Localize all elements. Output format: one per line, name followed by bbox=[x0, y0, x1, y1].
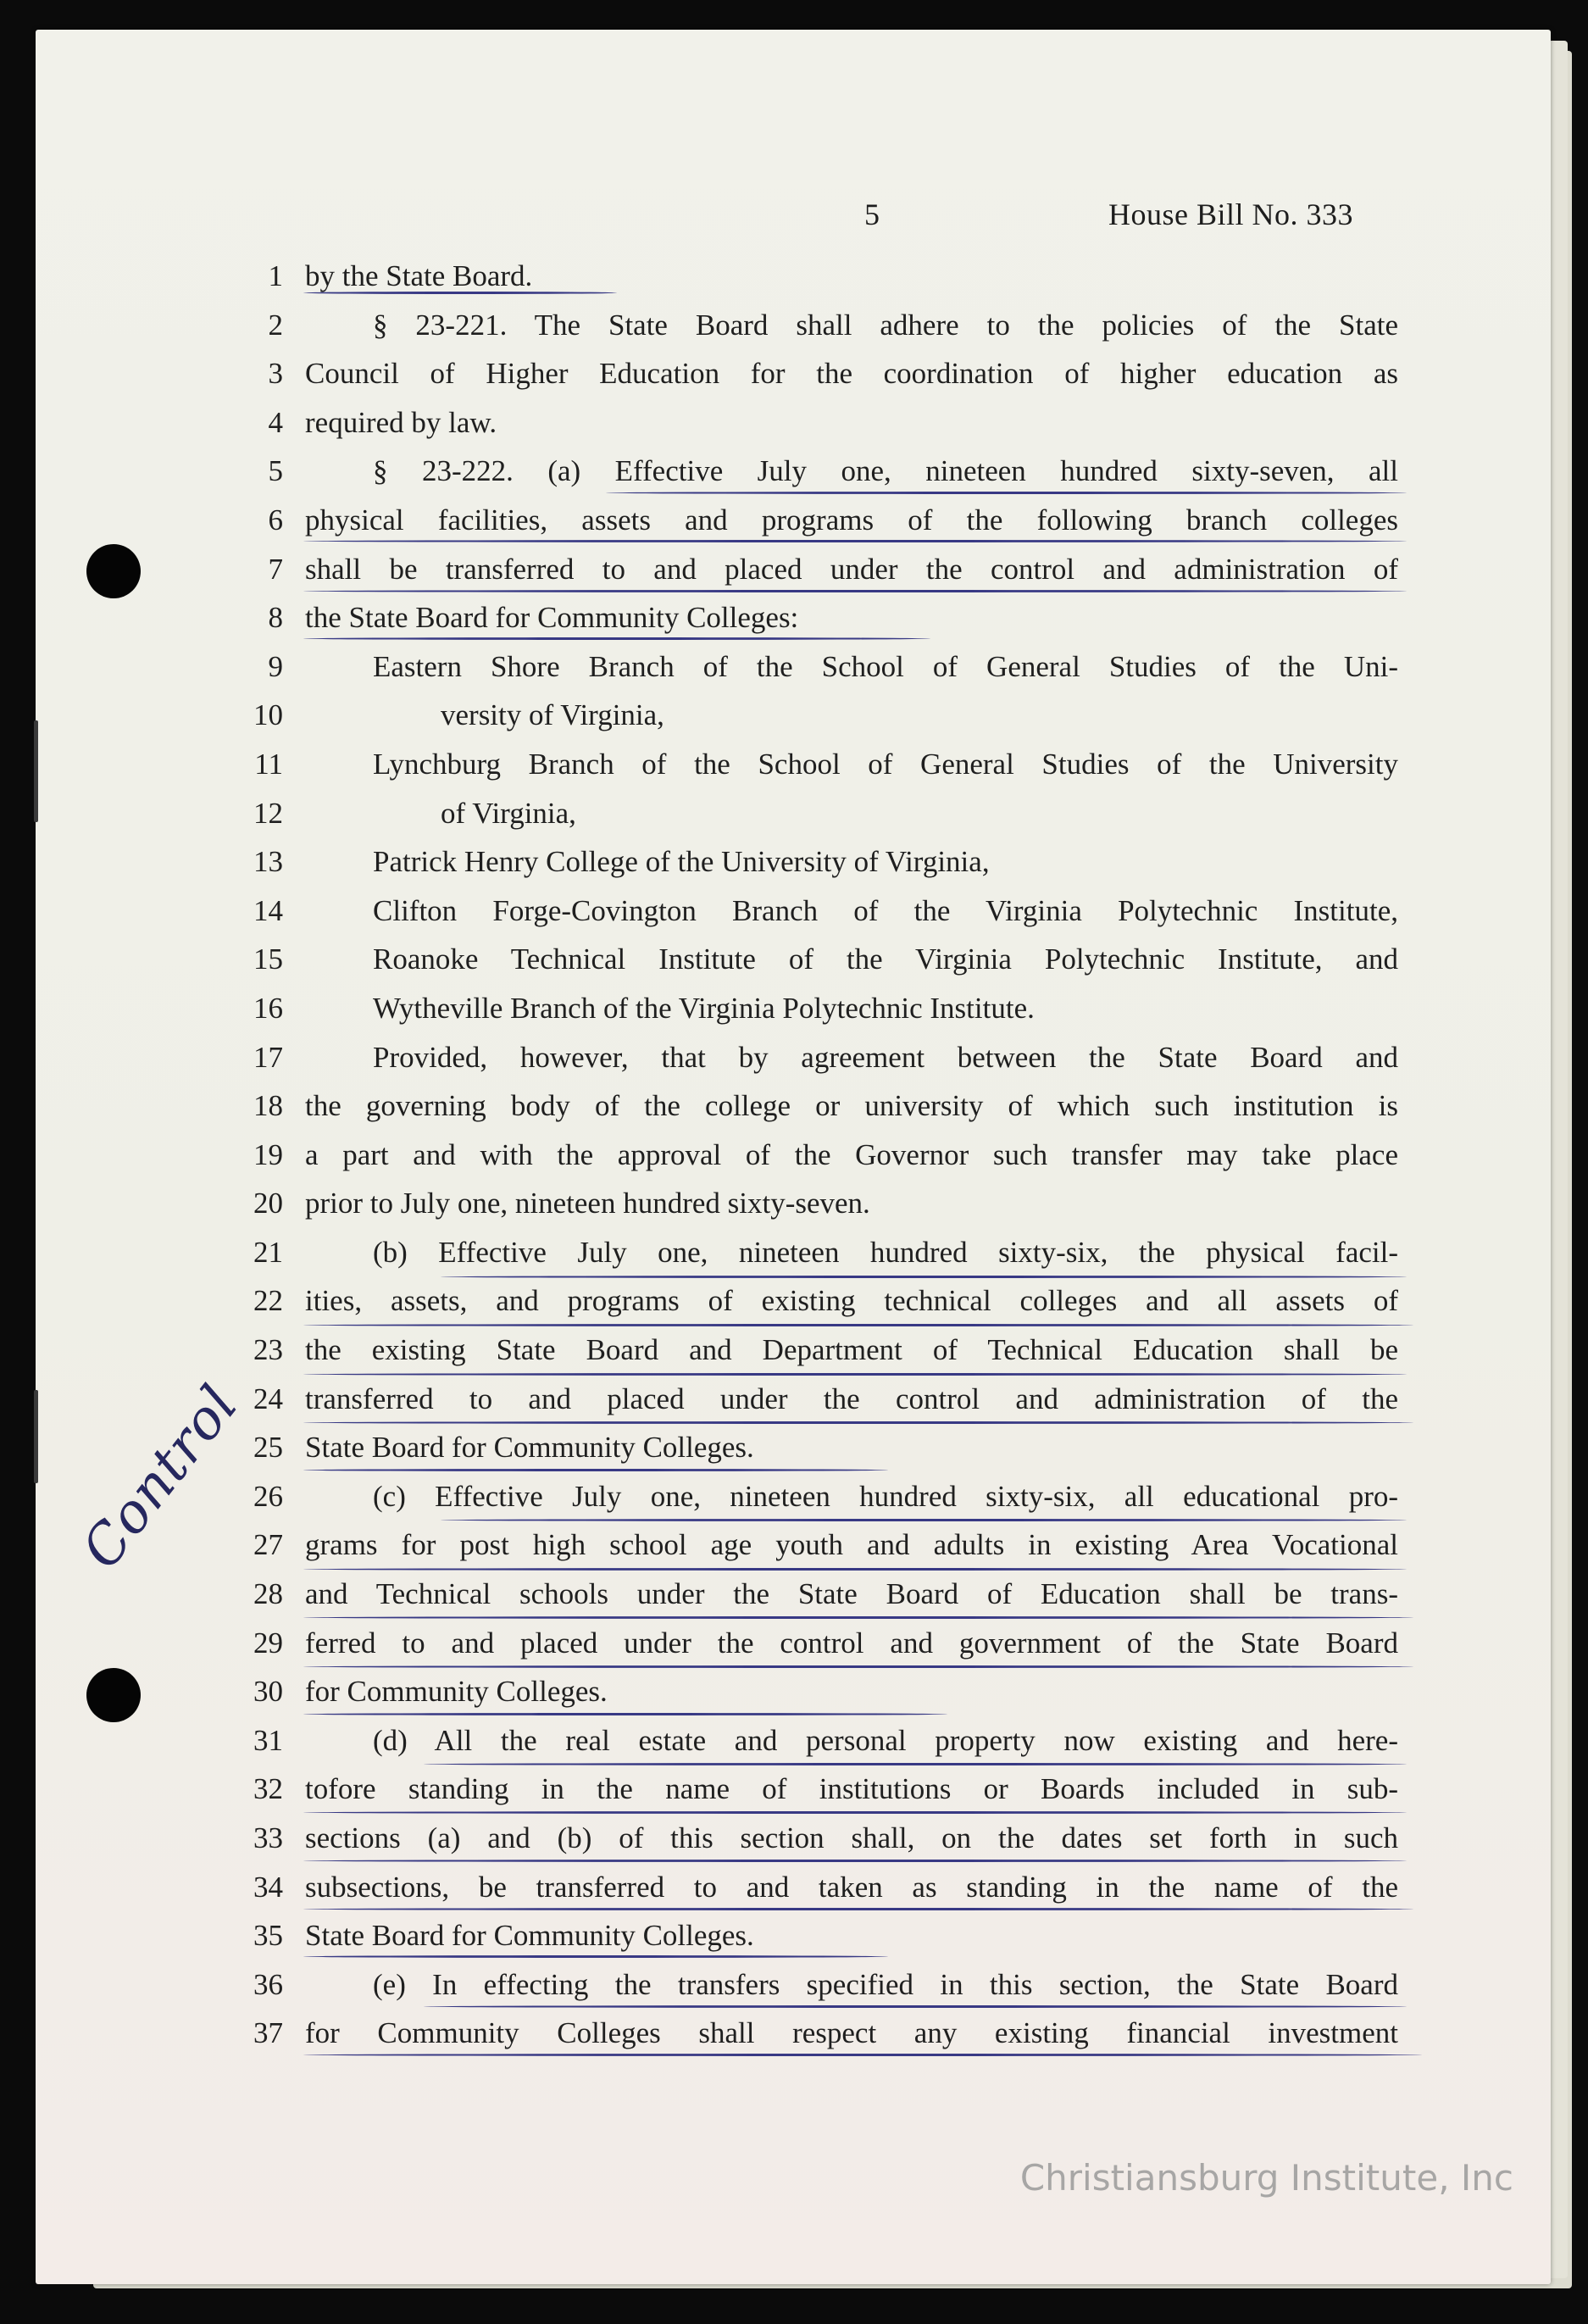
text-line bbox=[0, 1717, 1588, 1766]
ink-underline bbox=[303, 1665, 1413, 1668]
text-line bbox=[0, 350, 1588, 399]
ink-underline bbox=[441, 1519, 1407, 1521]
line-text: § 23-222. (a) Effective July one, nineteen hundred sixty-seven, all bbox=[373, 454, 1398, 488]
line-text: the existing State Board and Department of Technical Education shall be bbox=[305, 1333, 1398, 1367]
ink-underline bbox=[303, 1373, 1407, 1376]
line-number: 23 bbox=[253, 1333, 283, 1367]
line-number: 30 bbox=[253, 1675, 283, 1709]
text-line bbox=[0, 497, 1588, 546]
line-text: Roanoke Technical Institute of the Virginia Polytechnic Institute, and bbox=[373, 942, 1398, 976]
line-text: (e) In effecting the transfers specified in this section, the State Board bbox=[373, 1967, 1398, 2001]
text-line bbox=[0, 838, 1588, 887]
line-text: (d) All the real estate and personal property now existing and here- bbox=[373, 1723, 1398, 1757]
line-number: 18 bbox=[253, 1089, 283, 1123]
text-line bbox=[0, 985, 1588, 1034]
line-text: the State Board for Community Colleges: bbox=[305, 601, 799, 635]
line-text: the governing body of the college or university of which such institution is bbox=[305, 1089, 1398, 1123]
line-text: Lynchburg Branch of the School of General Studies of the University bbox=[373, 747, 1398, 781]
text-line bbox=[0, 1473, 1588, 1522]
line-number: 26 bbox=[253, 1479, 283, 1513]
handwritten-margin-note: Control bbox=[69, 1374, 251, 1581]
text-line bbox=[0, 1961, 1588, 2010]
line-text: ferred to and placed under the control and government of the State Board bbox=[305, 1626, 1398, 1660]
text-line bbox=[0, 1765, 1588, 1815]
ink-underline bbox=[303, 637, 930, 640]
line-text: State Board for Community Colleges. bbox=[305, 1431, 754, 1465]
ink-underline bbox=[424, 2005, 1407, 2008]
ink-underline bbox=[303, 1908, 1413, 1910]
line-number: 15 bbox=[253, 942, 283, 976]
ink-underline bbox=[303, 1955, 888, 1958]
line-number: 17 bbox=[253, 1040, 283, 1074]
line-number: 11 bbox=[254, 747, 283, 781]
line-text: a part and with the approval of the Governor such transfer may take place bbox=[305, 1137, 1398, 1171]
line-text: and Technical schools under the State Board of Education shall be trans- bbox=[305, 1577, 1398, 1611]
text-line bbox=[0, 790, 1588, 839]
line-text: Clifton Forge-Covington Branch of the Virginia Polytechnic Institute, bbox=[373, 893, 1398, 927]
text-line bbox=[0, 448, 1588, 497]
line-text: transferred to and placed under the control and administration of the bbox=[305, 1382, 1398, 1415]
line-number: 3 bbox=[268, 357, 283, 391]
line-text: subsections, be transferred to and taken as standing in the name of the bbox=[305, 1870, 1398, 1904]
watermark: Christiansburg Institute, Inc bbox=[1019, 2157, 1513, 2199]
line-number: 34 bbox=[253, 1870, 283, 1904]
text-line bbox=[0, 692, 1588, 741]
text-line bbox=[0, 302, 1588, 351]
text-line bbox=[0, 253, 1588, 302]
line-number: 35 bbox=[253, 1919, 283, 1953]
ink-underline bbox=[303, 292, 617, 294]
line-text: Provided, however, that by agreement between the State Board and bbox=[373, 1040, 1398, 1074]
line-text: shall be transferred to and placed under the control and administration of bbox=[305, 552, 1398, 586]
line-text: ities, assets, and programs of existing technical colleges and all assets of bbox=[305, 1284, 1398, 1318]
text-line bbox=[0, 643, 1588, 692]
ink-underline bbox=[424, 1763, 1407, 1765]
line-text: § 23-221. The State Board shall adhere to the policies of the State bbox=[373, 308, 1398, 342]
line-number: 21 bbox=[253, 1235, 283, 1269]
text-line bbox=[0, 1864, 1588, 1913]
line-text: sections (a) and (b) of this section shall, on the dates set forth in such bbox=[305, 1821, 1398, 1854]
text-line bbox=[0, 1180, 1588, 1229]
text-line bbox=[0, 399, 1588, 448]
ink-underline bbox=[303, 1713, 947, 1715]
text-line bbox=[0, 1326, 1588, 1376]
text-line bbox=[0, 1521, 1588, 1571]
ink-underline bbox=[303, 2054, 1422, 2056]
line-number: 14 bbox=[253, 893, 283, 927]
line-text: Council of Higher Education for the coordination of higher education as bbox=[305, 357, 1398, 391]
text-line bbox=[0, 1815, 1588, 1864]
line-number: 32 bbox=[253, 1772, 283, 1806]
line-number: 31 bbox=[253, 1723, 283, 1757]
ink-underline bbox=[303, 1811, 1407, 1814]
text-line bbox=[0, 741, 1588, 790]
text-line bbox=[0, 1424, 1588, 1473]
line-number: 1 bbox=[268, 259, 283, 292]
line-text: of Virginia, bbox=[441, 796, 576, 830]
line-text: grams for post high school age youth and adults in existing Area Vocational bbox=[305, 1528, 1398, 1562]
text-line bbox=[0, 2010, 1588, 2059]
text-line bbox=[0, 1277, 1588, 1326]
ink-underline bbox=[303, 1860, 1407, 1862]
ink-underline bbox=[303, 590, 1407, 592]
ink-underline bbox=[303, 1469, 888, 1471]
line-text: prior to July one, nineteen hundred sixty-seven. bbox=[305, 1187, 870, 1220]
line-number: 12 bbox=[253, 796, 283, 830]
text-line bbox=[0, 1912, 1588, 1961]
line-number: 7 bbox=[268, 552, 283, 586]
line-number: 6 bbox=[268, 503, 283, 537]
line-number: 20 bbox=[253, 1187, 283, 1220]
text-line bbox=[0, 594, 1588, 643]
line-text: for Community Colleges. bbox=[305, 1675, 608, 1709]
text-line bbox=[0, 936, 1588, 985]
line-number: 37 bbox=[253, 2016, 283, 2050]
line-number: 4 bbox=[268, 405, 283, 439]
line-number: 16 bbox=[253, 991, 283, 1025]
text-line bbox=[0, 1229, 1588, 1278]
text-line bbox=[0, 1034, 1588, 1083]
text-line bbox=[0, 1131, 1588, 1181]
line-text: required by law. bbox=[305, 405, 497, 439]
ink-underline bbox=[303, 540, 1407, 542]
text-line bbox=[0, 1668, 1588, 1717]
ink-underline bbox=[606, 492, 1407, 494]
line-text: (b) Effective July one, nineteen hundred sixty-six, the physical facil- bbox=[373, 1235, 1398, 1269]
line-number: 24 bbox=[253, 1382, 283, 1415]
line-text: (c) Effective July one, nineteen hundred sixty-six, all educational pro- bbox=[373, 1479, 1398, 1513]
text-line bbox=[0, 546, 1588, 595]
line-number: 33 bbox=[253, 1821, 283, 1854]
line-text: Eastern Shore Branch of the School of General Studies of the Uni- bbox=[373, 649, 1398, 683]
text-line bbox=[0, 1082, 1588, 1131]
line-number: 9 bbox=[268, 649, 283, 683]
line-text: Patrick Henry College of the University of Virginia, bbox=[373, 845, 990, 879]
line-number: 13 bbox=[253, 845, 283, 879]
text-line bbox=[0, 1571, 1588, 1620]
ink-underline bbox=[303, 1421, 1413, 1424]
bill-title: House Bill No. 333 bbox=[1108, 197, 1354, 231]
line-number: 27 bbox=[253, 1528, 283, 1562]
ink-underline bbox=[303, 1568, 1407, 1571]
line-number: 10 bbox=[253, 698, 283, 732]
line-text: versity of Virginia, bbox=[441, 698, 664, 732]
text-line bbox=[0, 887, 1588, 937]
line-number: 25 bbox=[253, 1431, 283, 1465]
bill-text bbox=[0, 253, 1588, 2059]
line-number: 22 bbox=[253, 1284, 283, 1318]
page-number: 5 bbox=[864, 197, 880, 231]
line-text: Wytheville Branch of the Virginia Polytechnic Institute. bbox=[373, 991, 1035, 1025]
line-number: 36 bbox=[253, 1967, 283, 2001]
line-number: 28 bbox=[253, 1577, 283, 1611]
ink-underline bbox=[303, 1324, 1413, 1326]
ink-underline bbox=[441, 1276, 1407, 1278]
line-text: for Community Colleges shall respect any existing financial investment bbox=[305, 2016, 1398, 2050]
line-text: State Board for Community Colleges. bbox=[305, 1919, 754, 1953]
line-number: 29 bbox=[253, 1626, 283, 1660]
line-text: physical facilities, assets and programs of the following branch colleges bbox=[305, 503, 1398, 537]
line-number: 19 bbox=[253, 1137, 283, 1171]
text-line bbox=[0, 1620, 1588, 1669]
ink-underline bbox=[303, 1616, 1413, 1619]
line-number: 2 bbox=[268, 308, 283, 342]
line-text: by the State Board. bbox=[305, 259, 533, 292]
line-number: 5 bbox=[268, 454, 283, 488]
line-text: tofore standing in the name of institutions or Boards included in sub- bbox=[305, 1772, 1398, 1806]
line-number: 8 bbox=[268, 601, 283, 635]
